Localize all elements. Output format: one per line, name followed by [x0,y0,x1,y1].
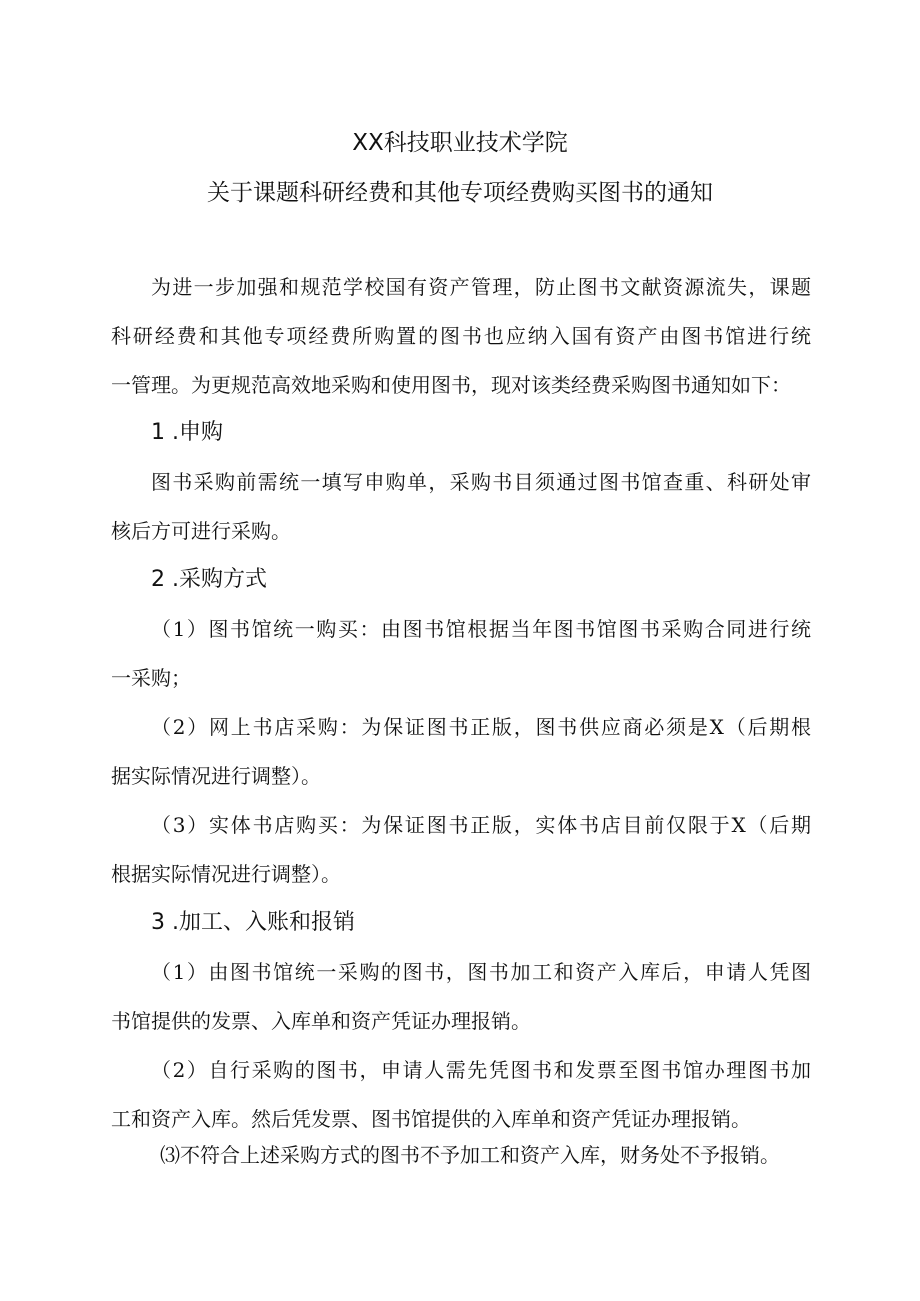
section-2-item-1-line-2: 一采购； [111,666,191,690]
section-2-heading: 2 .采购方式 [151,567,267,592]
section-1-heading: 1 .申购 [151,420,223,445]
intro-line-3: 一管理。为更规范高效地采购和使用图书，现对该类经费采购图书通知如下： [111,373,791,397]
section-3-item-3: ⑶不符合上述采购方式的图书不予加工和资产入库，财务处不予报销。 [160,1143,780,1167]
section-2-item-2-line-2: 据实际情况进行调整）。 [111,764,321,788]
section-3-item-2-line-1: （2）自行采购的图书，申请人需先凭图书和发票至图书馆办理图书加 [151,1058,811,1082]
section-3-item-1-line-2: 书馆提供的发票、入库单和资产凭证办理报销。 [111,1009,531,1033]
section-1-line-2: 核后方可进行采购。 [111,519,291,543]
section-2-item-2-line-1: （2）网上书店采购：为保证图书正版，图书供应商必须是X（后期根 [151,715,811,739]
section-2-item-3-line-2: 根据实际情况进行调整）。 [111,862,341,886]
section-3-item-1-line-1: （1）由图书馆统一采购的图书，图书加工和资产入库后，申请人凭图 [151,960,811,984]
intro-line-2: 科研经费和其他专项经费所购置的图书也应纳入国有资产由图书馆进行统 [111,324,811,348]
section-1-line-1: 图书采购前需统一填写申购单，采购书目须通过图书馆查重、科研处审 [151,470,811,494]
section-3-item-2-line-2: 工和资产入库。然后凭发票、图书馆提供的入库单和资产凭证办理报销。 [111,1107,751,1131]
intro-line-1: 为进一步加强和规范学校国有资产管理，防止图书文献资源流失，课题 [151,275,811,299]
section-2-item-3-line-1: （3）实体书店购买：为保证图书正版，实体书店目前仅限于X（后期 [151,813,811,837]
document-title-notice: 关于课题科研经费和其他专项经费购买图书的通知 [207,180,713,206]
section-2-item-1-line-1: （1）图书馆统一购买：由图书馆根据当年图书馆图书采购合同进行统 [151,617,811,641]
section-3-heading: 3 .加工、入账和报销 [151,910,355,935]
document-title-institution: XX科技职业技术学院 [352,130,568,156]
